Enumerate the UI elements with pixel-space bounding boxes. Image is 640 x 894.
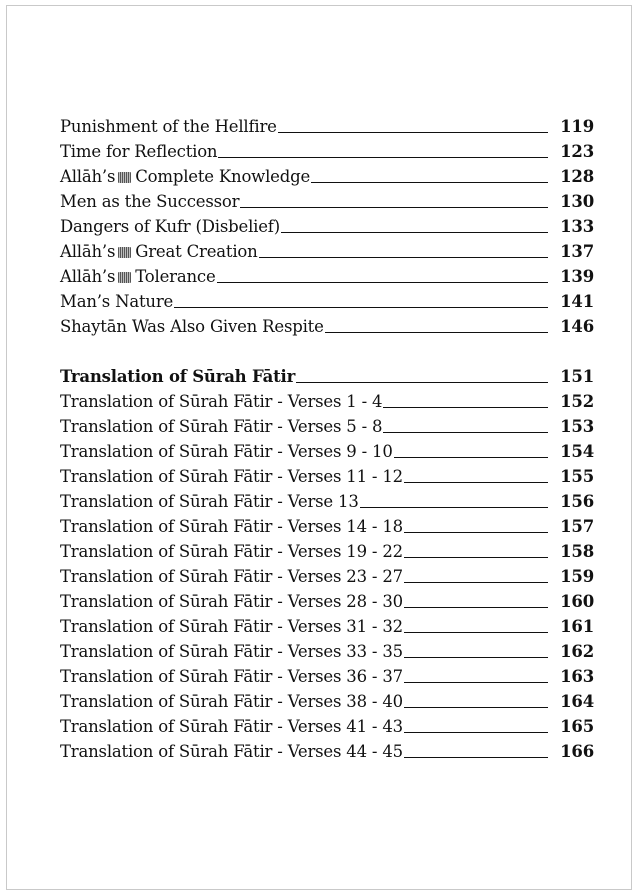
toc-entry-title: Translation of Sūrah Fātir - Verses 5 - 8 bbox=[60, 417, 383, 436]
toc-entry-page: 130 bbox=[560, 192, 594, 211]
toc-entry-page: 160 bbox=[560, 592, 594, 611]
document-page bbox=[6, 5, 632, 890]
dot-leader bbox=[240, 206, 548, 208]
toc-entry[interactable] bbox=[60, 687, 594, 712]
dot-leader bbox=[404, 481, 548, 483]
dot-leader bbox=[404, 556, 548, 558]
dot-leader bbox=[311, 181, 548, 183]
table-of-contents bbox=[60, 112, 594, 762]
toc-entry[interactable] bbox=[60, 162, 594, 187]
honorific-glyph-icon bbox=[118, 172, 131, 183]
toc-entry-title: Dangers of Kufr (Disbelief) bbox=[60, 217, 280, 236]
toc-entry[interactable] bbox=[60, 262, 594, 287]
toc-entry[interactable] bbox=[60, 712, 594, 737]
toc-entry-page: 158 bbox=[560, 542, 594, 561]
toc-entry-title: Translation of Sūrah Fātir - Verses 28 - 30 bbox=[60, 592, 403, 611]
toc-entry-page: 128 bbox=[560, 167, 594, 186]
toc-entry[interactable] bbox=[60, 662, 594, 687]
honorific-glyph-icon bbox=[118, 247, 131, 258]
toc-entry-page: 157 bbox=[560, 517, 594, 536]
toc-entry-title: Translation of Sūrah Fātir - Verses 23 - 27 bbox=[60, 567, 403, 586]
dot-leader bbox=[404, 656, 548, 658]
dot-leader bbox=[360, 506, 548, 508]
dot-leader bbox=[404, 706, 548, 708]
toc-entry[interactable] bbox=[60, 612, 594, 637]
toc-entry-title: Translation of Sūrah Fātir - Verses 33 - 35 bbox=[60, 642, 403, 661]
dot-leader bbox=[404, 531, 548, 533]
toc-entry-page: 153 bbox=[560, 417, 594, 436]
dot-leader bbox=[296, 381, 548, 383]
toc-entry-page: 133 bbox=[560, 217, 594, 236]
toc-entry-title: Men as the Successor bbox=[60, 192, 240, 211]
toc-entry-title: Time for Reflection bbox=[60, 142, 218, 161]
toc-entry-page: 166 bbox=[560, 742, 594, 761]
dot-leader bbox=[383, 406, 548, 408]
toc-entry-title: Translation of Sūrah Fātir - Verse 13 bbox=[60, 492, 359, 511]
dot-leader bbox=[325, 331, 548, 333]
toc-entry-page: 139 bbox=[560, 267, 594, 286]
dot-leader bbox=[281, 231, 548, 233]
toc-entry[interactable] bbox=[60, 312, 594, 337]
toc-entry-title: Translation of Sūrah Fātir - Verses 38 - 40 bbox=[60, 692, 403, 711]
section-gap bbox=[60, 337, 594, 362]
toc-entry-page: 156 bbox=[560, 492, 594, 511]
toc-entry-title: Translation of Sūrah Fātir - Verses 44 - 45 bbox=[60, 742, 403, 761]
toc-entry-page: 151 bbox=[560, 367, 594, 386]
toc-entry-page: 141 bbox=[560, 292, 594, 311]
toc-entry-title: Translation of Sūrah Fātir - Verses 19 - 22 bbox=[60, 542, 403, 561]
toc-entry[interactable] bbox=[60, 437, 594, 462]
toc-entry-title: Allāh’s Tolerance bbox=[60, 267, 216, 286]
toc-entry-page: 154 bbox=[560, 442, 594, 461]
toc-entry-title: Translation of Sūrah Fātir - Verses 31 - 32 bbox=[60, 617, 403, 636]
dot-leader bbox=[278, 131, 548, 133]
toc-entry[interactable] bbox=[60, 287, 594, 312]
toc-entry-title: Translation of Sūrah Fātir - Verses 11 - 12 bbox=[60, 467, 403, 486]
dot-leader bbox=[404, 581, 548, 583]
dot-leader bbox=[217, 281, 548, 283]
toc-entry-title: Translation of Sūrah Fātir - Verses 9 - 10 bbox=[60, 442, 393, 461]
dot-leader bbox=[174, 306, 548, 308]
toc-entry-page: 163 bbox=[560, 667, 594, 686]
dot-leader bbox=[259, 256, 548, 258]
toc-entry-page: 137 bbox=[560, 242, 594, 261]
toc-heading-title: Translation of Sūrah Fātir bbox=[60, 367, 296, 386]
honorific-glyph-icon bbox=[118, 272, 131, 283]
toc-entry-title: Man’s Nature bbox=[60, 292, 174, 311]
toc-entry[interactable] bbox=[60, 187, 594, 212]
dot-leader bbox=[218, 156, 548, 158]
toc-entry[interactable] bbox=[60, 237, 594, 262]
toc-entry[interactable] bbox=[60, 537, 594, 562]
toc-entry-page: 164 bbox=[560, 692, 594, 711]
toc-entry[interactable] bbox=[60, 212, 594, 237]
dot-leader bbox=[404, 731, 548, 733]
toc-entry-title: Translation of Sūrah Fātir - Verses 14 - 18 bbox=[60, 517, 403, 536]
dot-leader bbox=[404, 756, 548, 758]
toc-entry-page: 146 bbox=[560, 317, 594, 336]
dot-leader bbox=[404, 606, 548, 608]
toc-section-heading[interactable] bbox=[60, 362, 594, 387]
toc-entry-page: 165 bbox=[560, 717, 594, 736]
toc-entry-page: 123 bbox=[560, 142, 594, 161]
dot-leader bbox=[404, 631, 548, 633]
toc-entry-title: Translation of Sūrah Fātir - Verses 36 - 37 bbox=[60, 667, 403, 686]
toc-entry[interactable] bbox=[60, 462, 594, 487]
dot-leader bbox=[404, 681, 548, 683]
toc-entry-page: 162 bbox=[560, 642, 594, 661]
toc-entry-title: Shaytān Was Also Given Respite bbox=[60, 317, 324, 336]
toc-entry-title: Translation of Sūrah Fātir - Verses 41 - 43 bbox=[60, 717, 403, 736]
toc-entry-title: Translation of Sūrah Fātir - Verses 1 - 4 bbox=[60, 392, 383, 411]
toc-entry[interactable] bbox=[60, 737, 594, 762]
toc-entry[interactable] bbox=[60, 637, 594, 662]
toc-entry[interactable] bbox=[60, 512, 594, 537]
dot-leader bbox=[383, 431, 548, 433]
toc-entry[interactable] bbox=[60, 387, 594, 412]
toc-entry[interactable] bbox=[60, 487, 594, 512]
toc-entry[interactable] bbox=[60, 562, 594, 587]
toc-entry-page: 119 bbox=[560, 117, 594, 136]
toc-entry[interactable] bbox=[60, 137, 594, 162]
toc-entry-title: Punishment of the Hellfire bbox=[60, 117, 277, 136]
toc-entry-title: Allāh’s Complete Knowledge bbox=[60, 167, 311, 186]
toc-entry-page: 161 bbox=[560, 617, 594, 636]
toc-entry[interactable] bbox=[60, 112, 594, 137]
toc-entry-title: Allāh’s Great Creation bbox=[60, 242, 258, 261]
toc-entry-page: 159 bbox=[560, 567, 594, 586]
toc-entry-page: 155 bbox=[560, 467, 594, 486]
dot-leader bbox=[394, 456, 548, 458]
toc-entry[interactable] bbox=[60, 412, 594, 437]
toc-entry[interactable] bbox=[60, 587, 594, 612]
toc-entry-page: 152 bbox=[560, 392, 594, 411]
